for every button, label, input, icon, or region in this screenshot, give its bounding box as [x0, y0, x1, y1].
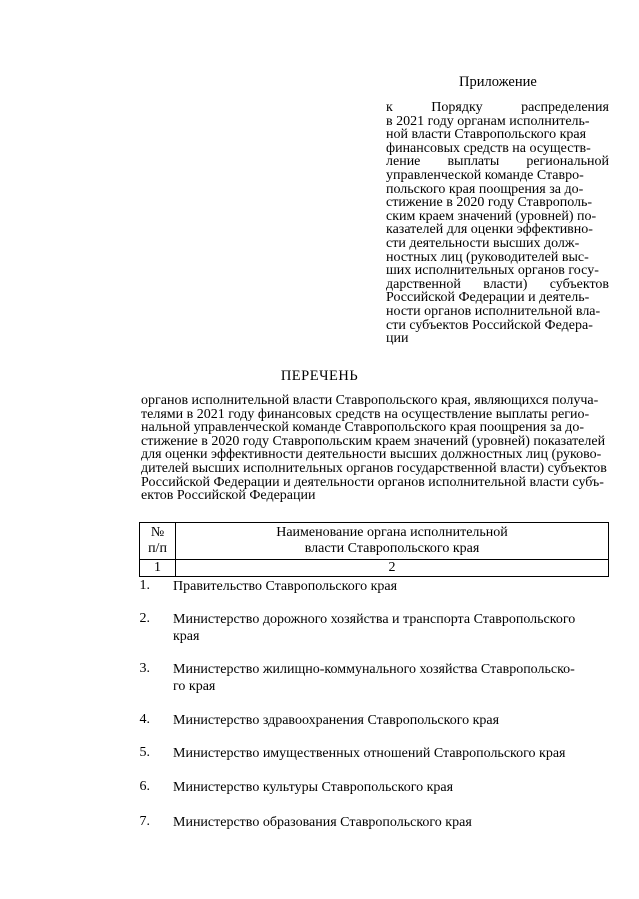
appendix-word: выплаты [447, 154, 500, 170]
list-item [173, 745, 609, 762]
list-item-text: края [173, 629, 200, 644]
description-line: Российской Федерации и деятельности органов исполнительной власти субъ- [141, 474, 604, 490]
appendix-line: польского края поощрения за до- [386, 181, 584, 197]
number-sign-label: № [150, 525, 165, 540]
appendix-line: ностных лиц (руководителей выс- [386, 249, 589, 265]
list-item-number: 5. [139, 745, 150, 760]
appendix-line: ции [386, 331, 409, 347]
appendix-line: ности органов исполнительной вла- [386, 303, 601, 319]
list-item-text: Министерство жилищно-коммунального хозяйства Ставропольско- [173, 662, 575, 677]
description-line: нальной управленческой команде Ставропольского края поощрения за до- [141, 420, 585, 436]
appendix-word: региональной [526, 154, 609, 170]
description-line: органов исполнительной власти Ставропольского края, являющихся получа- [141, 393, 599, 408]
list-item-text: Министерство образования Ставропольского края [173, 815, 472, 830]
appendix-line: стижение в 2020 году Ставрополь- [386, 195, 593, 211]
list-item-number: 4. [139, 712, 150, 727]
appendix-word: Порядку [431, 100, 483, 115]
appendix-word: к [386, 100, 393, 115]
list-item [173, 814, 609, 831]
description-line: дителей высших исполнительных органов государственной власти) субъектов [141, 460, 607, 476]
appendix-word: дарственной [386, 276, 461, 292]
list-item [173, 578, 609, 595]
appendix-line: управленческой команде Ставро- [386, 167, 584, 183]
list-item [173, 712, 609, 729]
list-item-text: Министерство имущественных отношений Ставропольского края [173, 746, 566, 761]
list-item-text: Министерство здравоохранения Ставропольского края [173, 713, 500, 728]
appendix-line: Российской Федерации и деятель- [386, 290, 590, 306]
appendix-word: субъектов [549, 276, 609, 292]
description-line: телями в 2021 году финансовых средств на осуществление выплаты регио- [141, 406, 590, 422]
description-line: ектов Российской Федерации [141, 488, 316, 504]
column-index-1: 1 [140, 560, 176, 577]
appendix-line: ших исполнительных органов госу- [386, 263, 599, 279]
list-item [173, 661, 609, 695]
list-item-text: го края [173, 679, 216, 694]
name-header-line-1: Наименование органа исполнительной [276, 525, 508, 540]
number-abbrev-label: п/п [148, 541, 167, 556]
list-item-number: 7. [139, 814, 150, 829]
list-item-number: 6. [139, 779, 150, 794]
appendix-title: Приложение [459, 74, 537, 90]
list-item [173, 611, 609, 645]
appendix-line: сти субъектов Российской Федера- [386, 317, 593, 333]
name-header-line-2: власти Ставропольского края [304, 541, 480, 556]
appendix-line: финансовых средств на осуществ- [386, 140, 591, 156]
list-item-number: 1. [139, 578, 150, 593]
description-line: стижение в 2020 году Ставропольским краем значений (уровней) показателей [141, 433, 606, 449]
list-item-text: Правительство Ставропольского края [173, 579, 398, 594]
description-line: для оценки эффективности деятельности высших должностных лиц (руково- [141, 447, 602, 463]
appendix-line: сти деятельности высших долж- [386, 235, 580, 251]
appendix-word: ление [386, 154, 421, 170]
appendix-word: распределения [521, 100, 609, 115]
appendix-line: ной власти Ставропольского края [386, 127, 587, 143]
list-item [173, 779, 609, 796]
appendix-line: казателей для оценки эффективно- [386, 222, 593, 238]
list-item-number: 2. [139, 611, 150, 626]
column-index-2: 2 [176, 560, 609, 577]
list-heading: ПЕРЕЧЕНЬ [280, 368, 359, 384]
list-item-number: 3. [139, 661, 150, 676]
list-item-text: Министерство дорожного хозяйства и транспорта Ставропольского [173, 612, 576, 627]
appendix-word: власти) [483, 276, 528, 292]
appendix-line: в 2021 году органам исполнитель- [386, 113, 590, 129]
list-item-text: Министерство культуры Ставропольского края [173, 780, 454, 795]
appendix-line: ским краем значений (уровней) по- [386, 208, 597, 224]
